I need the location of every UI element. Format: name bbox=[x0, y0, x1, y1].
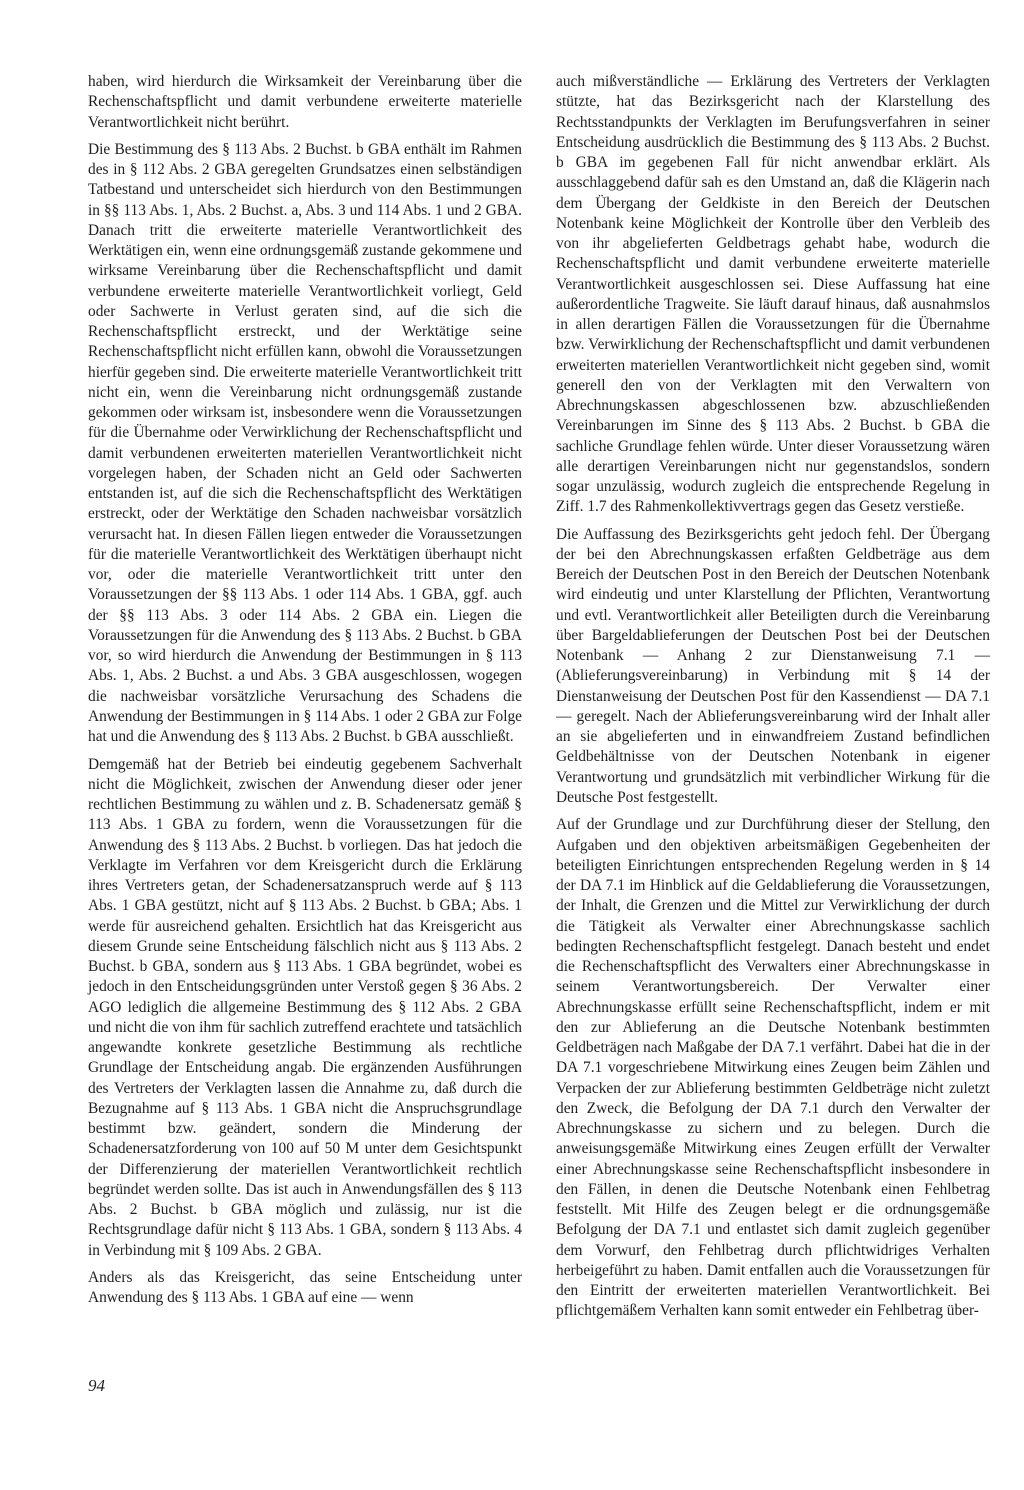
page-number: 94 bbox=[88, 1376, 105, 1395]
paragraph: Anders als das Kreisgericht, das seine Entscheidung unter Anwendung des § 113 Abs. 1 GBA auf eine — wenn bbox=[88, 1269, 522, 1307]
paragraph: Die Auffassung des Bezirksgerichts geht jedoch fehl. Der Übergang der bei den Abrechnungskassen erfaßten Geldbeträge aus dem Bereich der Deutschen Post in den Bereich der Deutschen Notenbank wird eindeutig und unter Klarstellung der Pflichten, Verantwortung und evtl. Verantwortlichkeit aller Beteiligten durch die Vereinbarung über Bargeldablieferungen der Deutschen Post bei der Deutschen Notenbank — Anhang 2 zur Dienstanweisung 7.1 — (Ablieferungsvereinbarung) in Verbindung mit § 14 der Dienstanweisung der Deutschen Post für den Kassendienst — DA 7.1 — geregelt. Nach der Ablieferungsvereinbarung wird der Inhalt aller an sie abgelieferten und in einwandfreiem Zustand befindlichen Geldbehältnisse von der Deutschen Notenbank in eigener Verantwortung und grundsätzlich mit verbindlicher Wirkung für die Deutsche Post festgestellt. bbox=[556, 525, 990, 806]
paragraph: Demgemäß hat der Betrieb bei eindeutig gegebenem Sachverhalt nicht die Möglichkeit, zwischen der Anwendung dieser oder jener rechtlichen Bestimmung zu wählen und z. B. Schadenersatz gemäß § 113 Abs. 1 GBA zu fordern, wenn die Voraussetzungen für die Anwendung des § 113 Abs. 2 Buchst. b vorliegen. Das hat jedoch die Verklagte im Verfahren vor dem Kreisgericht durch die Erklärung ihres Vertreters getan, der Schadenersatzanspruch werde auf § 113 Abs. 1 GBA gestützt, nicht auf § 113 Abs. 2 Buchst. b GBA; Abs. 1 werde für ausreichend gehalten. Ersichtlich hat das Kreisgericht aus diesem Grunde seine Entscheidung fälschlich nicht aus § 113 Abs. 2 Buchst. b GBA, sondern aus § 113 Abs. 1 GBA begründet, wobei es jedoch in den Entscheidungsgründen unter Verstoß gegen § 36 Abs. 2 AGO lediglich die allgemeine Bestimmung des § 112 Abs. 2 GBA und nicht die von ihm für sachlich zutreffend erachtete und tatsächlich angewandte konkrete gesetzliche Bestimmung als rechtliche Grundlage der Entscheidung angab. Die ergänzenden Ausführungen des Vertreters der Verklagten lassen die Annahme zu, daß durch die Bezugnahme auf § 113 Abs. 1 GBA nicht die Anspruchsgrundlage bestimmt bzw. geändert, sondern die Minderung der Schadenersatzforderung von 100 auf 50 M unter dem Gesichtspunkt der Differenzierung der materiellen Verantwortlichkeit rechtlich begründet werden sollte. Das ist auch in Anwendungsfällen des § 113 Abs. 2 Buchst. b GBA möglich und zulässig, nur ist die Rechtsgrundlage dafür nicht § 113 Abs. 1 GBA, sondern § 113 Abs. 4 in Verbindung mit § 109 Abs. 2 GBA. bbox=[88, 755, 522, 1259]
paragraph: haben, wird hierdurch die Wirksamkeit der Vereinbarung über die Rechenschaftspflicht und damit verbundene erweiterte materielle Verantwortlichkeit nicht berührt. bbox=[88, 73, 522, 131]
paragraph: Auf der Grundlage und zur Durchführung dieser der Stellung, den Aufgaben und den objektiven arbeitsmäßigen Gegebenheiten der beteiligten Einrichtungen entsprechenden Regelung werden in § 14 der DA 7.1 im Hinblick auf die Geldablieferung die Voraussetzungen, der Inhalt, die Grenzen und die Mittel zur Verwirklichung der durch die Tätigkeit als Verwalter einer Abrechnungskasse sachlich bedingten Rechenschaftspflicht festgelegt. Danach besteht und endet die Rechenschaftspflicht des Verwalters einer Abrechnungskasse in seinem Verantwortungsbereich. Der Verwalter einer Abrechnungskasse erfüllt seine Rechenschaftspflicht, indem er mit den zur Ablieferung an die Deutsche Notenbank bestimmten Geldbeträgen nach Maßgabe der DA 7.1 verfährt. Dabei hat die in der DA 7.1 vorgeschriebene Mitwirkung eines Zeugen beim Zählen und Verpacken der zur Ablieferung bestimmten Geldbeträge nicht zuletzt den Zweck, die Befolgung der DA 7.1 durch den Verwalter der Abrechnungskasse zu sichern und zu belegen. Durch die anweisungsgemäße Mitwirkung eines Zeugen erfüllt der Verwalter einer Abrechnungskasse seine Rechenschaftspflicht insbesondere in den Fällen, in denen die Deutsche Notenbank einen Fehlbetrag feststellt. Mit Hilfe des Zeugen belegt er die ordnungsgemäße Befolgung der DA 7.1 und entlastet sich damit zugleich gegenüber dem Vorwurf, den Fehlbetrag durch pflichtwidriges Verhalten herbeigeführt zu haben. Damit entfallen auch die Voraussetzungen für den Eintritt der erweiterten materiellen Verantwortlichkeit. Bei pflichtgemäßem Verhalten kann somit entweder ein Fehlbetrag über- bbox=[556, 816, 990, 1320]
left-text-column bbox=[88, 72, 522, 1316]
paragraph: Die Bestimmung des § 113 Abs. 2 Buchst. b GBA enthält im Rahmen des in § 112 Abs. 2 GBA geregelten Grundsatzes einen selbständigen Tatbestand und unterscheidet sich hierdurch von den Bestimmungen in §§ 113 Abs. 1, Abs. 2 Buchst. a, Abs. 3 und 114 Abs. 1 und 2 GBA. Danach tritt die erweiterte materielle Verantwortlichkeit des Werktätigen ein, wenn eine ordnungsgemäß zustande gekommene und wirksame Vereinbarung über die Rechenschaftspflicht und damit verbundene erweiterte materielle Verantwortlichkeit vorliegt, Geld oder Sachwerte in Verlust geraten sind, auf die sich die Rechenschaftspflicht erstreckt, und der Werktätige seine Rechenschaftspflicht nicht erfüllen kann, obwohl die Voraussetzungen hierfür gegeben sind. Die erweiterte materielle Verantwortlichkeit tritt nicht ein, wenn die Vereinbarung nicht ordnungsgemäß zustande gekommen oder wirksam ist, insbesondere wenn die Voraussetzungen für die Übernahme oder Verwirklichung der Rechenschaftspflicht und damit verbundenen erweiterten materiellen Verantwortlichkeit nicht vorgelegen haben, der Schaden nicht an Geld oder Sachwerten entstanden ist, auf die sich die Rechenschaftspflicht des Werktätigen erstreckt, oder der Werktätige den Schaden nachweisbar vorsätzlich verursacht hat. In diesen Fällen liegen entweder die Voraussetzungen für die materielle Verantwortlichkeit des Werktätigen überhaupt nicht vor, oder die materielle Verantwortlichkeit tritt unter den Voraussetzungen der §§ 113 Abs. 1 oder 114 Abs. 1 GBA, ggf. auch der §§ 113 Abs. 3 oder 114 Abs. 2 GBA ein. Liegen die Voraussetzungen für die Anwendung des § 113 Abs. 2 Buchst. b GBA vor, so wird hierdurch die Anwendung der Bestimmungen in § 113 Abs. 1, Abs. 2 Buchst. a und Abs. 3 GBA ausgeschlossen, wogegen die nachweisbar vorsätzliche Verursachung des Schadens die Anwendung der Bestimmungen in § 114 Abs. 1 oder 2 GBA zur Folge hat und die Anwendung des § 113 Abs. 2 Buchst. b GBA ausschließt. bbox=[88, 140, 522, 746]
right-text-column bbox=[556, 72, 990, 1329]
paragraph: auch mißverständliche — Erklärung des Vertreters der Verklagten stützte, hat das Bezirksgericht nach der Klarstellung des Rechtsstandpunkts der Verklagten im Berufungsverfahren in seiner Entscheidung ausdrücklich die Bestimmung des § 113 Abs. 2 Buchst. b GBA im gegebenen Fall für nicht anwendbar erklärt. Als ausschlaggebend dafür sah es den Umstand an, daß die Klägerin nach dem Übergang der Geldkiste in den Bereich der Deutschen Notenbank keine Möglichkeit der Kontrolle über den Verbleib des von ihr abgelieferten Geldbetrags gehabt habe, wodurch die Rechenschaftspflicht und damit verbundene erweiterte materielle Verantwortlichkeit ausgeschlossen sei. Diese Auffassung hat eine außerordentliche Tragweite. Sie läuft darauf hinaus, daß ausnahmslos in allen derartigen Fällen die Voraussetzungen für die Übernahme bzw. Verwirklichung der Rechenschaftspflicht und damit verbundenen erweiterten materiellen Verantwortlichkeit nicht gegeben sind, womit generell den von der Verklagten mit den Verwaltern von Abrechnungskassen abgeschlossenen bzw. abzuschließenden Vereinbarungen im Sinne des § 113 Abs. 2 Buchst. b GBA die sachliche Grundlage fehlen würde. Unter dieser Voraussetzung wären alle derartigen Vereinbarungen nicht nur gegenstandslos, sondern sogar unzulässig, wodurch zugleich die entsprechende Regelung in Ziff. 1.7 des Rahmenkollektivvertrags gegen das Gesetz verstieße. bbox=[556, 73, 990, 516]
